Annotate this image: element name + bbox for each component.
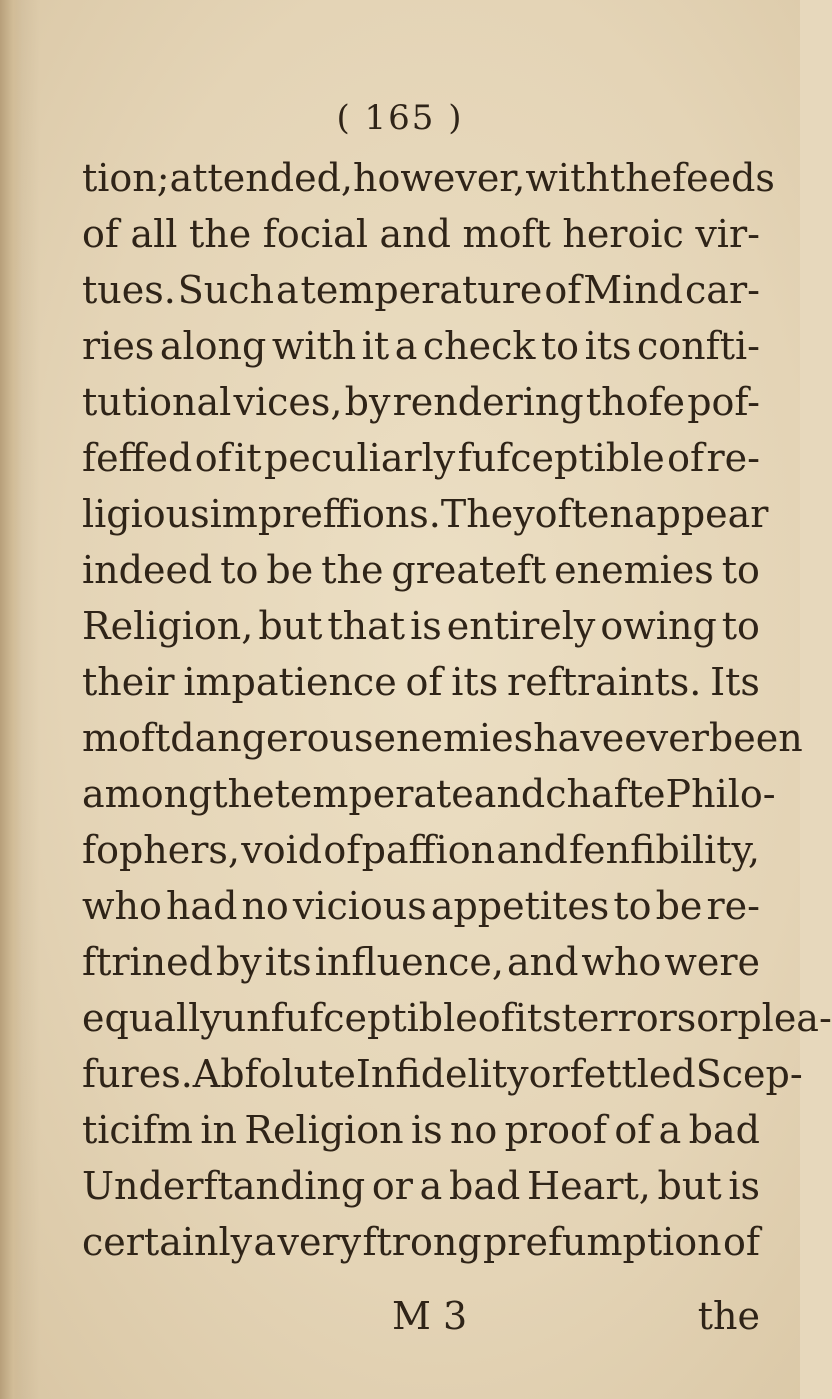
text-word: with bbox=[525, 156, 610, 200]
text-line bbox=[82, 654, 760, 710]
text-word: Scep- bbox=[695, 1052, 803, 1096]
text-word: unfufceptible bbox=[221, 996, 478, 1040]
text-word: to bbox=[721, 548, 760, 592]
text-line bbox=[82, 934, 760, 990]
text-word: of bbox=[667, 436, 705, 480]
text-word: Heart, bbox=[527, 1164, 651, 1208]
text-word: appetites bbox=[430, 884, 610, 928]
text-word: enemies bbox=[373, 716, 534, 760]
text-word: Philo- bbox=[665, 772, 776, 816]
text-word: its bbox=[584, 324, 632, 368]
text-word: void bbox=[241, 828, 323, 872]
text-word: to bbox=[613, 884, 652, 928]
text-word: have bbox=[533, 716, 625, 760]
text-word: prefumption bbox=[482, 1220, 722, 1264]
text-word: Its bbox=[710, 660, 760, 704]
text-word: to bbox=[721, 604, 760, 648]
text-word: ries bbox=[82, 324, 155, 368]
text-word: in bbox=[200, 1108, 237, 1152]
text-word: confti- bbox=[637, 324, 760, 368]
text-line bbox=[82, 1158, 760, 1214]
text-line bbox=[82, 1214, 760, 1270]
text-word: tion bbox=[82, 156, 157, 200]
text-word: and bbox=[496, 828, 568, 872]
text-word: ftrong bbox=[362, 1220, 482, 1264]
text-line bbox=[82, 1046, 803, 1102]
text-word: of bbox=[723, 1220, 760, 1264]
text-line bbox=[82, 262, 760, 318]
text-word: chafte bbox=[545, 772, 666, 816]
text-line bbox=[82, 1102, 760, 1158]
text-word: reftraints. bbox=[507, 660, 702, 704]
page-footer bbox=[82, 1288, 760, 1344]
text-word: proof bbox=[504, 1108, 607, 1152]
text-word: ever bbox=[624, 716, 709, 760]
text-word: had bbox=[165, 884, 238, 928]
text-line bbox=[82, 766, 776, 822]
text-word: enemies bbox=[554, 548, 714, 592]
text-word: its bbox=[264, 940, 312, 984]
text-word: ticifm bbox=[82, 1108, 193, 1152]
text-word: is bbox=[410, 1108, 443, 1152]
text-line bbox=[82, 822, 760, 878]
text-line bbox=[82, 598, 760, 654]
text-word: fettled bbox=[569, 1052, 696, 1096]
text-word: of bbox=[614, 1108, 652, 1152]
text-word: be bbox=[266, 548, 314, 592]
text-word: be bbox=[655, 884, 703, 928]
text-word: with bbox=[271, 324, 357, 368]
text-word: fures. bbox=[82, 1052, 193, 1096]
text-line bbox=[82, 206, 760, 262]
text-word: temperate bbox=[274, 772, 474, 816]
body-text bbox=[82, 150, 832, 1270]
text-word: is bbox=[728, 1164, 760, 1208]
text-word: all bbox=[130, 212, 178, 256]
text-word: impreffions. bbox=[209, 492, 441, 536]
text-word: entirely bbox=[446, 604, 596, 648]
text-word: appear bbox=[633, 492, 769, 536]
text-word: a bbox=[419, 1164, 443, 1208]
text-word: attended, bbox=[169, 156, 353, 200]
text-word: the bbox=[189, 212, 252, 256]
text-word: its bbox=[451, 660, 499, 704]
text-word: plea- bbox=[737, 996, 832, 1040]
text-word: tutional bbox=[82, 380, 232, 424]
text-word: terrors bbox=[561, 996, 697, 1040]
text-word: Religion bbox=[244, 1108, 404, 1152]
text-word: pof- bbox=[687, 380, 760, 424]
text-word: tues. bbox=[82, 268, 176, 312]
text-word: and bbox=[379, 212, 451, 256]
text-word: or bbox=[371, 1164, 413, 1208]
text-word: to bbox=[540, 324, 580, 368]
text-word: Underftanding bbox=[82, 1164, 366, 1208]
text-word: of bbox=[194, 436, 232, 480]
text-word: check bbox=[422, 324, 536, 368]
text-word: bad bbox=[449, 1164, 521, 1208]
page-number-header: ( 165 ) bbox=[336, 98, 464, 138]
catchword: the bbox=[697, 1294, 760, 1338]
text-word: temperature bbox=[300, 268, 543, 312]
text-word: Infidelity bbox=[355, 1052, 529, 1096]
text-word: Religion, bbox=[82, 604, 254, 648]
text-word: equally bbox=[82, 996, 222, 1040]
text-word: bad bbox=[688, 1108, 760, 1152]
text-word: vir- bbox=[695, 212, 760, 256]
text-word: fenfibility, bbox=[569, 828, 760, 872]
text-word: feeds bbox=[672, 156, 775, 200]
text-word: vices, bbox=[233, 380, 343, 424]
text-word: moft bbox=[82, 716, 171, 760]
text-word: and bbox=[506, 940, 579, 984]
text-word: a bbox=[658, 1108, 682, 1152]
text-word: heroic bbox=[562, 212, 684, 256]
text-word: who bbox=[581, 940, 662, 984]
text-word: ligious bbox=[82, 492, 210, 536]
text-word: a bbox=[253, 1220, 277, 1264]
text-word: re- bbox=[706, 884, 760, 928]
text-word: of bbox=[323, 828, 361, 872]
text-word: along bbox=[159, 324, 267, 368]
text-line bbox=[82, 990, 832, 1046]
text-word: owing bbox=[600, 604, 717, 648]
text-line bbox=[82, 878, 760, 934]
text-word: their bbox=[82, 660, 175, 704]
text-word: greateft bbox=[391, 548, 547, 592]
text-word: a bbox=[394, 324, 418, 368]
text-word: its bbox=[514, 996, 562, 1040]
text-word: no bbox=[449, 1108, 498, 1152]
text-word: Mind bbox=[583, 268, 684, 312]
text-line bbox=[82, 542, 760, 598]
text-word: indeed bbox=[82, 548, 213, 592]
text-word: ftrined bbox=[82, 940, 213, 984]
text-word: the bbox=[212, 772, 275, 816]
text-word: of bbox=[405, 660, 443, 704]
text-word: focial bbox=[262, 212, 368, 256]
text-word: of bbox=[477, 996, 515, 1040]
text-line bbox=[82, 710, 803, 766]
text-word: or bbox=[528, 1052, 570, 1096]
text-word: by bbox=[215, 940, 262, 984]
text-word: feffed bbox=[82, 436, 193, 480]
text-word: but bbox=[657, 1164, 722, 1208]
text-word: or bbox=[696, 996, 738, 1040]
text-word: peculiarly bbox=[263, 436, 456, 480]
text-word: by bbox=[344, 380, 391, 424]
text-word: rendering bbox=[392, 380, 584, 424]
text-word: moft bbox=[462, 212, 551, 256]
signature-mark: M 3 bbox=[392, 1294, 468, 1338]
text-word: who bbox=[82, 884, 162, 928]
text-word: Abfolute bbox=[192, 1052, 356, 1096]
text-word: the bbox=[609, 156, 673, 200]
text-word: among bbox=[82, 772, 213, 816]
text-word: but bbox=[258, 604, 323, 648]
text-line bbox=[82, 374, 760, 430]
text-word: They bbox=[440, 492, 535, 536]
text-line bbox=[82, 430, 760, 486]
text-word: re- bbox=[706, 436, 760, 480]
text-word: of bbox=[82, 212, 119, 256]
text-word: no bbox=[241, 884, 289, 928]
text-word: it bbox=[361, 324, 390, 368]
text-word: is bbox=[410, 604, 442, 648]
text-word: often bbox=[534, 492, 634, 536]
text-word: been bbox=[708, 716, 803, 760]
text-word: thofe bbox=[585, 380, 686, 424]
text-word: to bbox=[220, 548, 259, 592]
text-word: the bbox=[321, 548, 384, 592]
text-line bbox=[82, 486, 769, 542]
text-word: very bbox=[277, 1220, 362, 1264]
text-word: fophers, bbox=[82, 828, 240, 872]
text-line bbox=[82, 150, 775, 206]
text-word: and bbox=[473, 772, 546, 816]
text-word: it bbox=[234, 436, 262, 480]
text-word: paffion bbox=[361, 828, 496, 872]
text-word: were bbox=[664, 940, 760, 984]
text-word: however, bbox=[352, 156, 526, 200]
text-word: dangerous bbox=[170, 716, 374, 760]
text-word: fufceptible bbox=[457, 436, 665, 480]
text-word: of bbox=[544, 268, 582, 312]
text-word: that bbox=[327, 604, 406, 648]
text-word: car- bbox=[685, 268, 760, 312]
text-word: certainly bbox=[82, 1220, 253, 1264]
text-line bbox=[82, 318, 760, 374]
text-word: ; bbox=[156, 156, 170, 200]
text-word: influence, bbox=[314, 940, 504, 984]
text-word: impatience bbox=[183, 660, 397, 704]
text-word: vicious bbox=[292, 884, 427, 928]
text-word: a bbox=[275, 268, 299, 312]
page-gutter bbox=[0, 0, 22, 1399]
text-word: Such bbox=[177, 268, 275, 312]
